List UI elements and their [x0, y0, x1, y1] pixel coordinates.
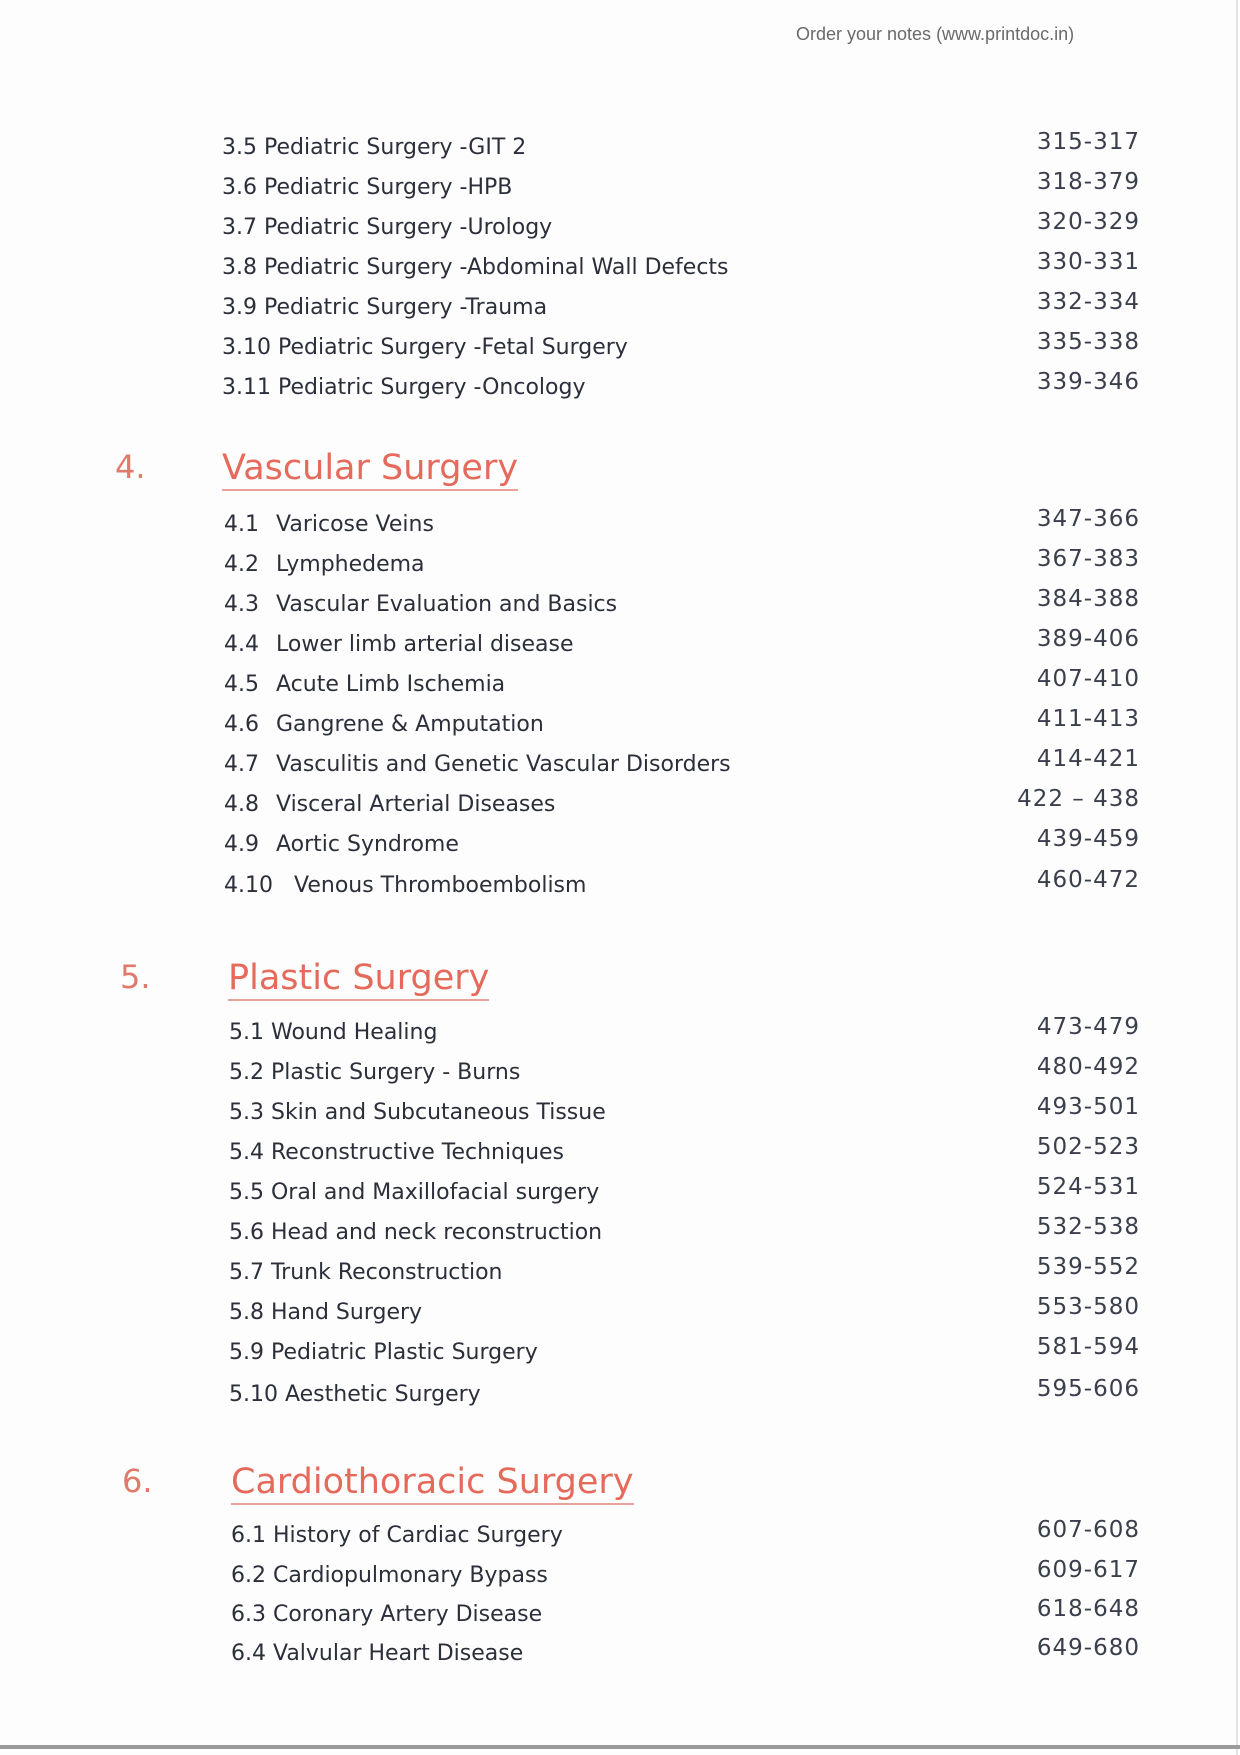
- toc-entry-label: Acute Limb Ischemia: [276, 672, 506, 697]
- toc-entry-pages: 539-552: [1036, 1254, 1140, 1280]
- toc-entry-label: Lymphedema: [276, 552, 425, 577]
- toc-entry-number: 4.1: [224, 512, 259, 537]
- toc-entry-pages: 315-317: [1036, 129, 1140, 155]
- toc-entry-pages: 330-331: [1036, 249, 1140, 275]
- toc-entry-label: 5.5 Oral and Maxillofacial surgery: [229, 1180, 600, 1205]
- scan-bottom-edge: [0, 1745, 1240, 1749]
- toc-entry-label: 6.4 Valvular Heart Disease: [231, 1641, 524, 1666]
- toc-entry-label: 3.11 Pediatric Surgery -Oncology: [222, 375, 586, 400]
- toc-entry-pages: 649-680: [1036, 1635, 1140, 1661]
- toc-entry-pages: 411-413: [1036, 706, 1140, 732]
- toc-entry-label: Venous Thromboembolism: [294, 873, 587, 898]
- toc-entry-number: 4.2: [224, 552, 259, 577]
- section-header-vascular: [0, 448, 1240, 504]
- toc-entry-pages: 407-410: [1036, 666, 1140, 692]
- toc-entry-label: 5.4 Reconstructive Techniques: [229, 1140, 565, 1165]
- toc-entry-label: 5.7 Trunk Reconstruction: [229, 1260, 503, 1285]
- toc-entry-pages: 332-334: [1036, 289, 1140, 315]
- toc-entry-pages: 607-608: [1036, 1517, 1140, 1543]
- toc-entry-pages: 422 – 438: [1017, 786, 1140, 812]
- toc-entry-label: 5.9 Pediatric Plastic Surgery: [229, 1340, 538, 1365]
- section-title[interactable]: Plastic Surgery: [228, 958, 489, 1001]
- toc-entry-label: Varicose Veins: [276, 512, 434, 537]
- toc-entry-pages: 389-406: [1036, 626, 1140, 652]
- toc-entry-label: 3.9 Pediatric Surgery -Trauma: [222, 295, 548, 320]
- toc-entry-label: Lower limb arterial disease: [276, 632, 574, 657]
- toc-entry-label: 3.7 Pediatric Surgery -Urology: [222, 215, 553, 240]
- toc-entry-number: 4.6: [224, 712, 259, 737]
- toc-entry-pages: 595-606: [1036, 1376, 1140, 1402]
- toc-entry-pages: 480-492: [1036, 1054, 1140, 1080]
- toc-entry-label: 6.3 Coronary Artery Disease: [231, 1602, 543, 1627]
- toc-entry[interactable]: [0, 825, 1240, 865]
- toc-entry-label: Vasculitis and Genetic Vascular Disorders: [276, 752, 731, 777]
- toc-entry-pages: 460-472: [1036, 867, 1140, 893]
- section-number: 6.: [122, 1462, 153, 1500]
- toc-entry-pages: 384-388: [1036, 586, 1140, 612]
- toc-entry-number: 4.9: [224, 832, 259, 857]
- toc-entry-number: 4.8: [224, 792, 259, 817]
- toc-entry-pages: 318-379: [1036, 169, 1140, 195]
- toc-entry[interactable]: [0, 1333, 1240, 1373]
- toc-entry-label: 5.6 Head and neck reconstruction: [229, 1220, 603, 1245]
- toc-entry-label: Vascular Evaluation and Basics: [276, 592, 618, 617]
- toc-entry-label: 5.1 Wound Healing: [229, 1020, 438, 1045]
- toc-entry-pages: 524-531: [1036, 1174, 1140, 1200]
- toc-entry-label: 3.6 Pediatric Surgery -HPB: [222, 175, 513, 200]
- toc-entry[interactable]: [0, 866, 1240, 906]
- toc-entry-number: 4.7: [224, 752, 259, 777]
- section-number: 5.: [120, 958, 151, 996]
- toc-entry-pages: 502-523: [1036, 1134, 1140, 1160]
- toc-entry-pages: 414-421: [1036, 746, 1140, 772]
- toc-entry-pages: 581-594: [1036, 1334, 1140, 1360]
- section-title[interactable]: Vascular Surgery: [222, 448, 518, 491]
- toc-entry-label: 6.2 Cardiopulmonary Bypass: [231, 1563, 548, 1588]
- toc-entry-pages: 532-538: [1036, 1214, 1140, 1240]
- toc-entry-label: 5.2 Plastic Surgery - Burns: [229, 1060, 521, 1085]
- section-header-plastic: [0, 958, 1240, 1014]
- toc-entry-label: 5.3 Skin and Subcutaneous Tissue: [229, 1100, 606, 1125]
- toc-entry-number: 4.5: [224, 672, 259, 697]
- toc-entry-label: 6.1 History of Cardiac Surgery: [231, 1523, 563, 1548]
- toc-entry-label: 5.8 Hand Surgery: [229, 1300, 423, 1325]
- toc-entry-pages: 553-580: [1036, 1294, 1140, 1320]
- toc-entry-label: 3.5 Pediatric Surgery -GIT 2: [222, 135, 527, 160]
- toc-entry-label: Aortic Syndrome: [276, 832, 459, 857]
- toc-entry-label: 5.10 Aesthetic Surgery: [229, 1382, 481, 1407]
- toc-entry-pages: 493-501: [1036, 1094, 1140, 1120]
- toc-entry-label: 3.8 Pediatric Surgery -Abdominal Wall Defects: [222, 255, 729, 280]
- section-number: 4.: [115, 448, 146, 486]
- toc-entry-pages: 439-459: [1036, 826, 1140, 852]
- toc-entry-pages: 609-617: [1036, 1557, 1140, 1583]
- toc-entry-pages: 320-329: [1036, 209, 1140, 235]
- toc-entry-pages: 335-338: [1036, 329, 1140, 355]
- toc-entry-label: Gangrene & Amputation: [276, 712, 544, 737]
- toc-entry-pages: 367-383: [1036, 546, 1140, 572]
- toc-entry[interactable]: [0, 1375, 1240, 1415]
- toc-entry-label: 3.10 Pediatric Surgery -Fetal Surgery: [222, 335, 628, 360]
- toc-entry-label: Visceral Arterial Diseases: [276, 792, 556, 817]
- section-title[interactable]: Cardiothoracic Surgery: [231, 1462, 634, 1505]
- toc-entry-pages: 473-479: [1036, 1014, 1140, 1040]
- toc-entry-pages: 618-648: [1036, 1596, 1140, 1622]
- toc-entry-pages: 339-346: [1036, 369, 1140, 395]
- toc-entry[interactable]: [0, 1634, 1240, 1674]
- toc-entry[interactable]: [0, 368, 1240, 408]
- toc-entry-number: 4.3: [224, 592, 259, 617]
- header-watermark: Order your notes (www.printdoc.in): [796, 24, 1075, 44]
- toc-entry-number: 4.4: [224, 632, 259, 657]
- toc-entry-number: 4.10: [224, 873, 273, 898]
- toc-entry-pages: 347-366: [1036, 506, 1140, 532]
